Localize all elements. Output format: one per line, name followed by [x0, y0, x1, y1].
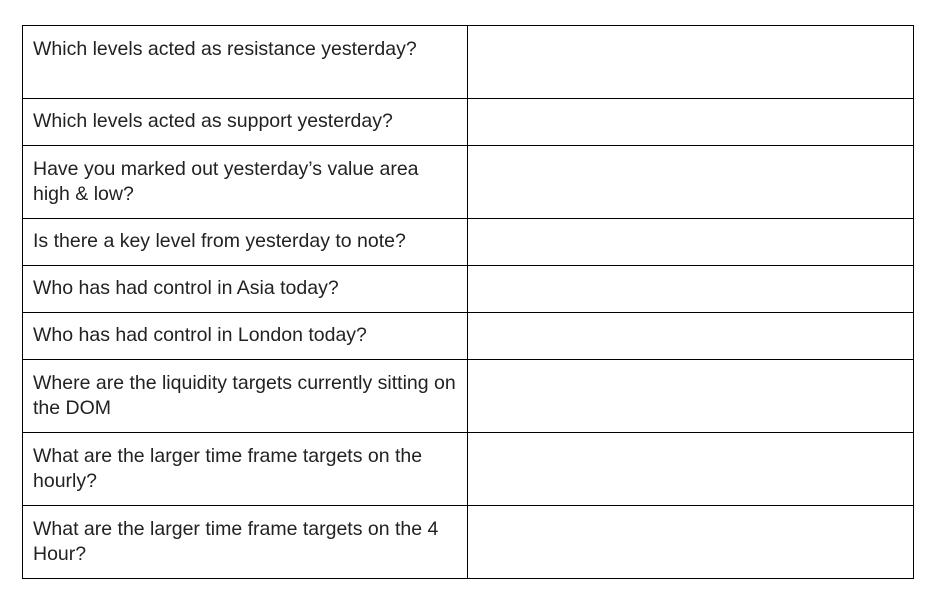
answer-cell[interactable]	[468, 146, 914, 219]
question-cell: Which levels acted as support yesterday?	[23, 99, 468, 146]
question-cell: Is there a key level from yesterday to note?	[23, 219, 468, 266]
table-row	[23, 266, 914, 313]
question-cell: Who has had control in London today?	[23, 313, 468, 360]
table-row	[23, 99, 914, 146]
table-row	[23, 360, 914, 433]
table-row	[23, 506, 914, 579]
answer-cell[interactable]	[468, 360, 914, 433]
table-row	[23, 313, 914, 360]
checklist-table	[22, 25, 914, 579]
question-cell: Where are the liquidity targets currently sitting on the DOM	[23, 360, 468, 433]
answer-cell[interactable]	[468, 433, 914, 506]
answer-cell[interactable]	[468, 313, 914, 360]
table-row	[23, 146, 914, 219]
question-cell: What are the larger time frame targets on the 4 Hour?	[23, 506, 468, 579]
answer-cell[interactable]	[468, 506, 914, 579]
question-cell: What are the larger time frame targets on the hourly?	[23, 433, 468, 506]
question-cell: Have you marked out yesterday’s value area high & low?	[23, 146, 468, 219]
answer-cell[interactable]	[468, 26, 914, 99]
answer-cell[interactable]	[468, 219, 914, 266]
question-cell: Who has had control in Asia today?	[23, 266, 468, 313]
question-cell: Which levels acted as resistance yesterday?	[23, 26, 468, 99]
table-row	[23, 26, 914, 99]
answer-cell[interactable]	[468, 99, 914, 146]
answer-cell[interactable]	[468, 266, 914, 313]
table-row	[23, 433, 914, 506]
table-row	[23, 219, 914, 266]
